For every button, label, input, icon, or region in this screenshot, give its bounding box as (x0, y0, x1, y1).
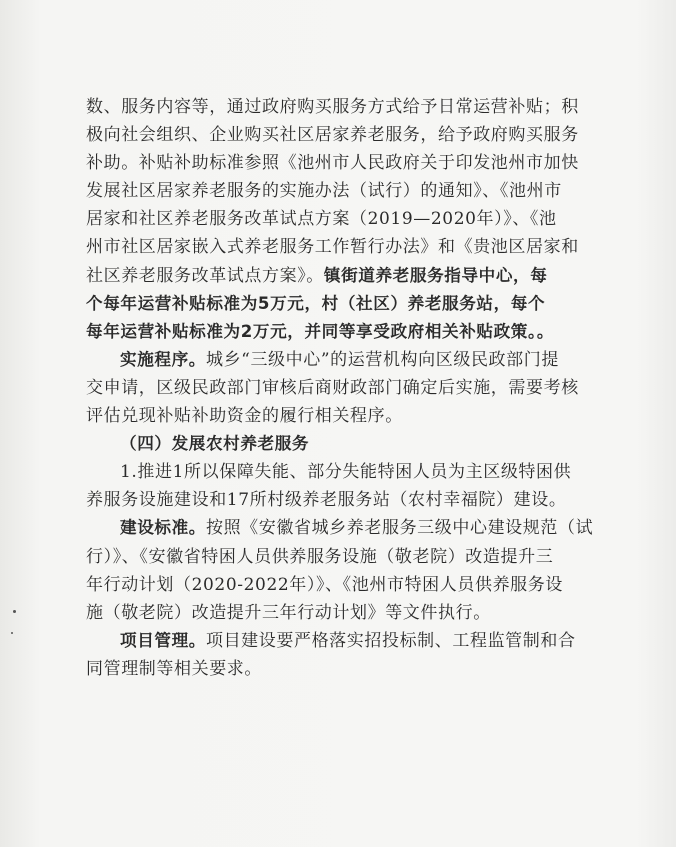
text-line: 年行动计划（2020-2022年）》、《池州市特困人员供养服务设 (86, 574, 563, 595)
text-segment: 项目建设要严格落实招投标制、工程监管制和合 (205, 630, 576, 651)
document-body (86, 93, 608, 683)
text-line: 评估兑现补贴补助资金的履行相关程序。 (86, 406, 403, 427)
scan-speck (13, 610, 16, 613)
text-segment: 社区养老服务改革试点方案》。 (86, 265, 324, 286)
emphasis-text: 镇街道养老服务指导中心，每 (323, 265, 548, 285)
text-segment: 按照《安徽省城乡养老服务三级中心建设规范（试 (205, 518, 594, 539)
paragraph-label: 实施程序。 (120, 349, 206, 369)
paragraph-label: 项目管理。 (120, 630, 206, 650)
text-line: 补助。补贴补助标准参照《池州市人民政府关于印发池州市加快 (86, 153, 579, 174)
section-heading: （四）发展农村养老服务 (120, 434, 310, 454)
scan-speck (11, 632, 13, 634)
paragraph-label: 建设标准。 (120, 518, 206, 538)
text-line: 数、服务内容等，通过政府购买服务方式给予日常运营补贴；积 (86, 97, 579, 117)
text-line: 施（敬老院）改造提升三年行动计划》等文件执行。 (86, 602, 491, 623)
emphasis-line: 个每年运营补贴标准为5万元，村（社区）养老服务站，每个 (86, 293, 546, 313)
text-line: 州市社区居家嵌入式养老服务工作暂行办法》和《贵池区居家和 (86, 237, 579, 258)
text-line: 极向社会组织、企业购买社区居家养老服务，给予政府购买服务 (86, 125, 579, 146)
text-line: 交申请，区级民政部门审核后商财政部门确定后实施，需要考核 (86, 377, 579, 398)
text-line: 发展社区居家养老服务的实施办法（试行）的通知》、《池州市 (86, 181, 562, 202)
text-line: 1.推进1所以保障失能、部分失能特困人员为主区级特困供 (120, 462, 572, 483)
text-line: 居家和社区养老服务改革试点方案（2019—2020年）》、《池 (86, 209, 557, 230)
text-segment: 城乡“三级中心”的运营机构向区级民政部门提 (205, 349, 559, 370)
text-line: 行）》、《安徽省特困人员供养服务设施（敬老院）改造提升三 (86, 546, 554, 567)
text-line: 养服务设施建设和17所村级养老服务站（农村幸福院）建设。 (86, 490, 567, 511)
text-line-mixed (86, 262, 608, 290)
emphasis-line: 每年运营补贴标准为2万元，并同等享受政府相关补贴政策。。 (86, 321, 555, 341)
text-line-mixed (86, 346, 608, 374)
text-line: 同管理制等相关要求。 (86, 658, 262, 679)
text-line-mixed (86, 514, 608, 542)
text-line-mixed (86, 627, 608, 655)
